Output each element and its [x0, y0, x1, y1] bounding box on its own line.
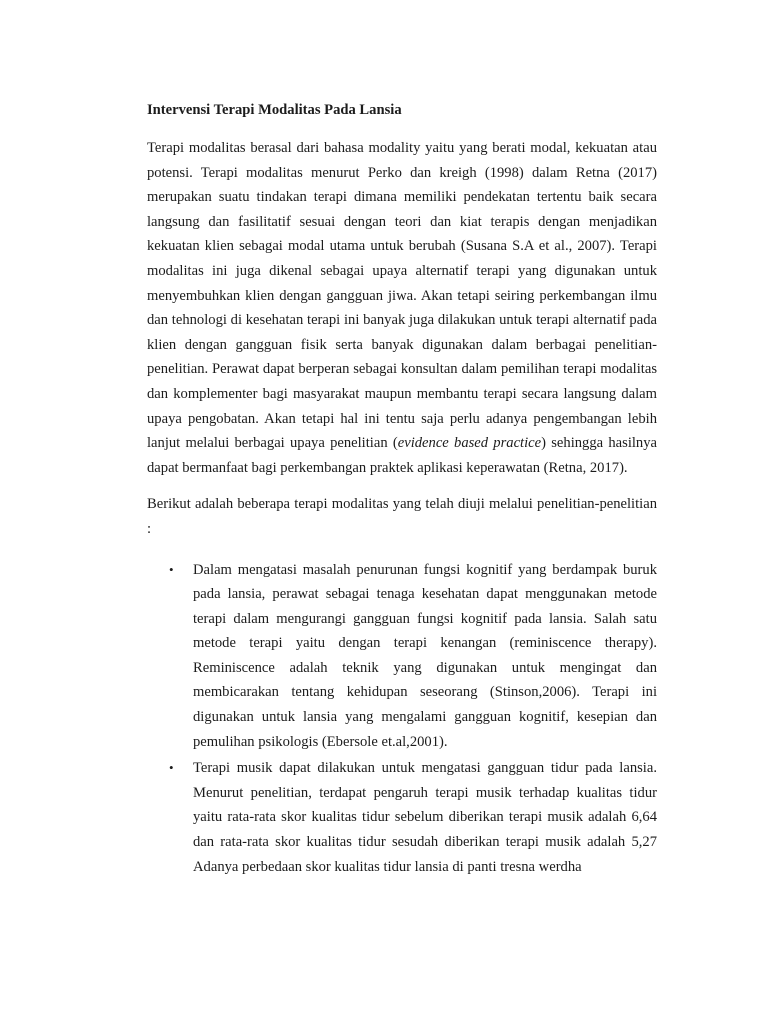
section-heading: Intervensi Terapi Modalitas Pada Lansia [147, 102, 402, 118]
paragraph-intro-text-end: ) sehingga hasilnya dapat bermanfaat bagi perkembangan praktek aplikasi keperawatan (Retna, 2017). [147, 435, 658, 476]
document-body [147, 98, 657, 881]
therapy-list [147, 558, 657, 880]
bullet-icon: • [169, 760, 174, 776]
paragraph-intro-italic: evidence based practice [397, 435, 542, 452]
paragraph-intro-text: Terapi modalitas berasal dari bahasa modality yaitu yang berati modal, kekuatan atau potensi. Terapi modalitas menurut Perko dan kreigh (1998) dalam Retna (2017) merupakan suatu tindakan terapi dimana memiliki pendekatan tertentu baik secara langsung dan fasilitatif sesuai dengan teori dan kiat terapis dengan menjadikan kekuatan klien sebagai modal utama untuk berubah (Susana S.A et al., 2007). Terapi modalitas ini juga dikenal sebagai upaya alternatif terapi yang digunakan untuk menyembuhkan klien dengan gangguan jiwa. Akan tetapi seiring perkembangan ilmu dan tehnologi di kesehatan terapi ini banyak juga dilakukan untuk terapi alternatif pada klien dengan gangguan fisik serta banyak digunakan dalam berbagai penelitian-penelitian. Perawat dapat berperan sebagai konsultan dalam pemilihan terapi modalitas dan komplementer bagi masyarakat maupun membantu terapi secara langsung dalam upaya pengobatan. Akan tetapi hal ini tentu saja perlu adanya pengembangan lebih lanjut melalui berbagai upaya penelitian ( [147, 140, 657, 452]
paragraph-intro [147, 136, 657, 480]
bullet-icon: • [169, 561, 174, 577]
list-item-text: Terapi musik dapat dilakukan untuk mengatasi gangguan tidur pada lansia. Menurut penelitian, terdapat pengaruh terapi musik terhadap kualitas tidur yaitu rata-rata skor kualitas tidur sebelum diberikan terapi musik adalah 6,64 dan rata-rata skor kualitas tidur sesudah diberikan terapi musik adalah 5,27 Adanya perbedaan skor kualitas tidur lansia di panti tresna werdha [193, 760, 657, 875]
list-item-text: Dalam mengatasi masalah penurunan fungsi kognitif yang berdampak buruk pada lansia, perawat sebagai tenaga kesehatan dapat menggunakan metode terapi dalam mengurangi gangguan fungsi kognitif pada lansia. Salah satu metode terapi yaitu dengan terapi kenangan (reminiscence therapy). Reminiscence adalah teknik yang digunakan untuk mengingat dan membicarakan tentang kehidupan seseorang (Stinson,2006). Terapi ini digunakan untuk lansia yang mengalami gangguan kognitif, kesepian dan pemulihan psikologis (Ebersole et.al,2001). [193, 561, 657, 750]
list-item [147, 756, 657, 879]
list-item [147, 558, 657, 755]
paragraph-list-intro: Berikut adalah beberapa terapi modalitas yang telah diuji melalui penelitian-penelitian : [147, 496, 657, 537]
